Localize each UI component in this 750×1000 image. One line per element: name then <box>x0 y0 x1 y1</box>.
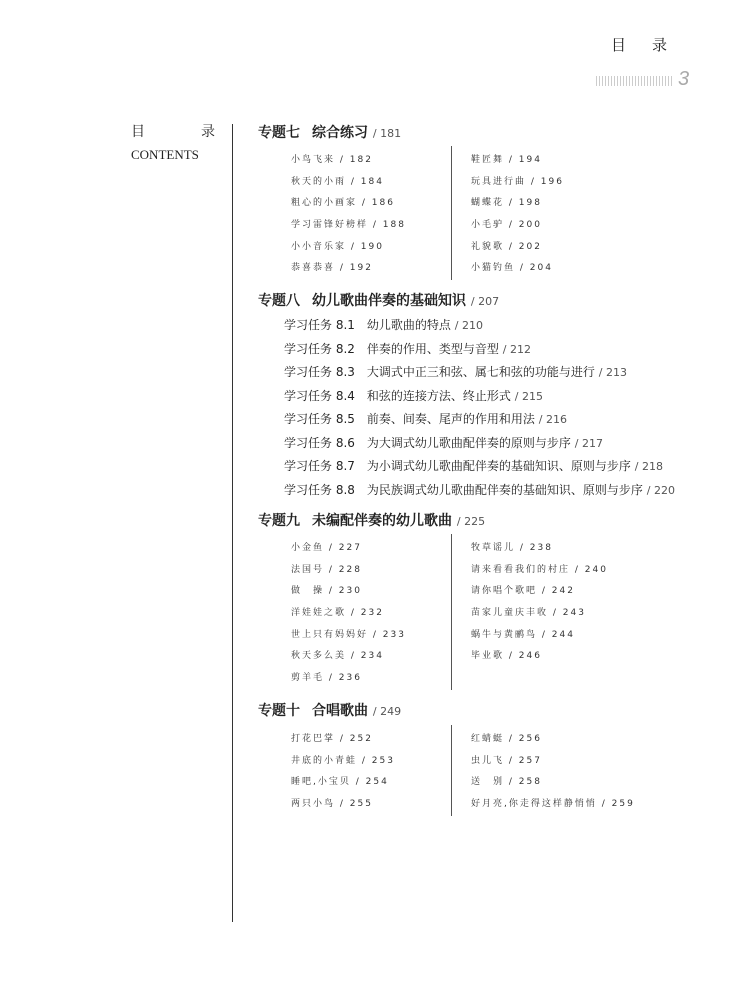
task-entry[interactable] <box>284 481 675 498</box>
task-name: 幼儿歌曲的特点 <box>366 318 451 332</box>
column-divider <box>451 534 452 690</box>
column-divider <box>451 146 452 280</box>
section-number: 专题七 <box>258 125 300 141</box>
song-entry[interactable]: 玩具进行曲 / 196 <box>471 176 564 187</box>
song-entry[interactable]: 小鸟飞来 / 182 <box>291 155 373 165</box>
task-id: 学习任务 8.6 <box>284 435 355 450</box>
task-page: / 215 <box>514 389 543 403</box>
section-number: 专题八 <box>258 293 300 309</box>
song-entry[interactable]: 世上只有妈妈好 / 233 <box>291 629 406 640</box>
section-name: 未编配伴奏的幼儿歌曲 <box>312 513 452 529</box>
task-entry[interactable] <box>284 340 531 357</box>
task-page: / 217 <box>574 436 603 450</box>
task-entry[interactable] <box>284 457 663 474</box>
task-name: 前奏、间奏、尾声的作用和用法 <box>366 412 535 426</box>
task-id: 学习任务 8.7 <box>284 459 355 473</box>
song-entry[interactable]: 牧草谣儿 / 238 <box>471 543 553 553</box>
song-list-left <box>291 731 395 818</box>
task-page: / 212 <box>502 342 531 356</box>
task-name: 伴奏的作用、类型与音型 <box>366 341 499 356</box>
song-entry[interactable]: 洋娃娃之歌 / 232 <box>291 608 384 619</box>
song-entry[interactable]: 送 别 / 258 <box>471 777 542 788</box>
task-page: / 216 <box>538 413 567 426</box>
task-entry[interactable] <box>284 363 627 380</box>
sidebar-title-char: 目 <box>131 124 145 140</box>
song-list-left <box>291 152 406 282</box>
section-name: 合唱歌曲 <box>312 703 368 719</box>
song-entry[interactable]: 小毛驴 / 200 <box>471 220 542 231</box>
column-divider <box>451 725 452 816</box>
section-page: / 225 <box>456 515 486 528</box>
song-entry[interactable]: 两只小鸟 / 255 <box>291 799 373 810</box>
song-entry[interactable]: 睡吧,小宝贝 / 254 <box>291 777 389 788</box>
task-entry[interactable] <box>284 387 543 404</box>
task-name: 为民族调式幼儿歌曲配伴奏的基础知识、原则与步序 <box>366 482 643 497</box>
song-entry[interactable]: 请来看看我们的村庄 / 240 <box>471 564 608 575</box>
task-id: 学习任务 8.5 <box>284 412 355 426</box>
song-entry[interactable]: 红蜻蜓 / 256 <box>471 734 542 744</box>
section-number: 专题九 <box>258 513 300 529</box>
task-entry[interactable] <box>284 316 483 333</box>
section-number: 专题十 <box>258 703 300 719</box>
song-entry[interactable]: 秋天多么美 / 234 <box>291 651 384 662</box>
task-id: 学习任务 8.3 <box>284 365 355 379</box>
song-entry[interactable]: 秋天的小雨 / 184 <box>291 176 384 187</box>
song-entry[interactable]: 虫儿飞 / 257 <box>471 755 542 766</box>
song-entry[interactable]: 打花巴掌 / 252 <box>291 734 373 744</box>
task-page: / 218 <box>634 460 663 473</box>
task-name: 和弦的连接方法、终止形式 <box>366 388 511 403</box>
task-id: 学习任务 8.8 <box>284 482 355 497</box>
task-entry[interactable] <box>284 434 603 451</box>
task-entry[interactable] <box>284 410 567 427</box>
task-page: / 213 <box>598 366 627 379</box>
song-entry[interactable]: 礼貌歌 / 202 <box>471 241 542 252</box>
song-entry[interactable]: 学习雷锋好榜样 / 188 <box>291 220 406 231</box>
song-entry[interactable]: 剪羊毛 / 236 <box>291 673 362 684</box>
song-entry[interactable]: 小小音乐家 / 190 <box>291 241 384 252</box>
task-page: / 220 <box>646 483 675 497</box>
task-page: / 210 <box>454 319 483 332</box>
divider <box>232 124 233 922</box>
task-name: 大调式中正三和弦、属七和弦的功能与进行 <box>366 365 595 379</box>
section-page: / 207 <box>470 295 500 308</box>
song-entry[interactable]: 毕业歌 / 246 <box>471 651 542 662</box>
task-id: 学习任务 8.4 <box>284 388 355 403</box>
task-name: 为小调式幼儿歌曲配伴奏的基础知识、原则与步序 <box>366 459 631 473</box>
task-id: 学习任务 8.1 <box>284 318 355 332</box>
sidebar-title-char: 录 <box>201 124 215 140</box>
song-entry[interactable]: 小金鱼 / 227 <box>291 543 362 553</box>
section-name: 幼儿歌曲伴奏的基础知识 <box>312 293 466 309</box>
song-entry[interactable]: 鞋匠舞 / 194 <box>471 155 542 165</box>
section-heading[interactable] <box>258 700 401 720</box>
task-name: 为大调式幼儿歌曲配伴奏的原则与步序 <box>366 435 571 450</box>
song-entry[interactable]: 恭喜恭喜 / 192 <box>291 263 373 274</box>
section-heading[interactable] <box>258 290 499 310</box>
sidebar-title <box>131 121 215 141</box>
task-id: 学习任务 8.2 <box>284 341 355 356</box>
song-entry[interactable]: 请你唱个歌吧 / 242 <box>471 586 575 597</box>
section-name: 综合练习 <box>312 125 368 141</box>
song-entry[interactable]: 法国号 / 228 <box>291 564 362 575</box>
song-entry[interactable]: 井底的小青蛙 / 253 <box>291 755 395 766</box>
song-list-left <box>291 540 406 692</box>
page-number: 3 <box>678 68 690 90</box>
song-entry[interactable]: 蝴蝶花 / 198 <box>471 198 542 209</box>
header-decoration <box>596 76 674 86</box>
song-list-right <box>471 152 564 282</box>
header-title: 目录 <box>611 36 694 54</box>
section-page: / 249 <box>372 705 402 718</box>
song-entry[interactable]: 好月亮,你走得这样静悄悄 / 259 <box>471 799 635 810</box>
song-entry[interactable]: 小猫钓鱼 / 204 <box>471 263 553 274</box>
song-entry[interactable]: 做 操 / 230 <box>291 586 362 597</box>
section-page: / 181 <box>372 127 402 140</box>
song-list-right <box>471 731 635 818</box>
song-entry[interactable]: 蜗牛与黄鹂鸟 / 244 <box>471 629 575 640</box>
section-heading[interactable] <box>258 122 401 142</box>
song-list-right <box>471 540 608 670</box>
song-entry[interactable]: 粗心的小画家 / 186 <box>291 198 395 209</box>
song-entry[interactable]: 苗家儿童庆丰收 / 243 <box>471 608 586 619</box>
section-heading[interactable] <box>258 510 485 530</box>
sidebar-subtitle: CONTENTS <box>131 147 199 162</box>
